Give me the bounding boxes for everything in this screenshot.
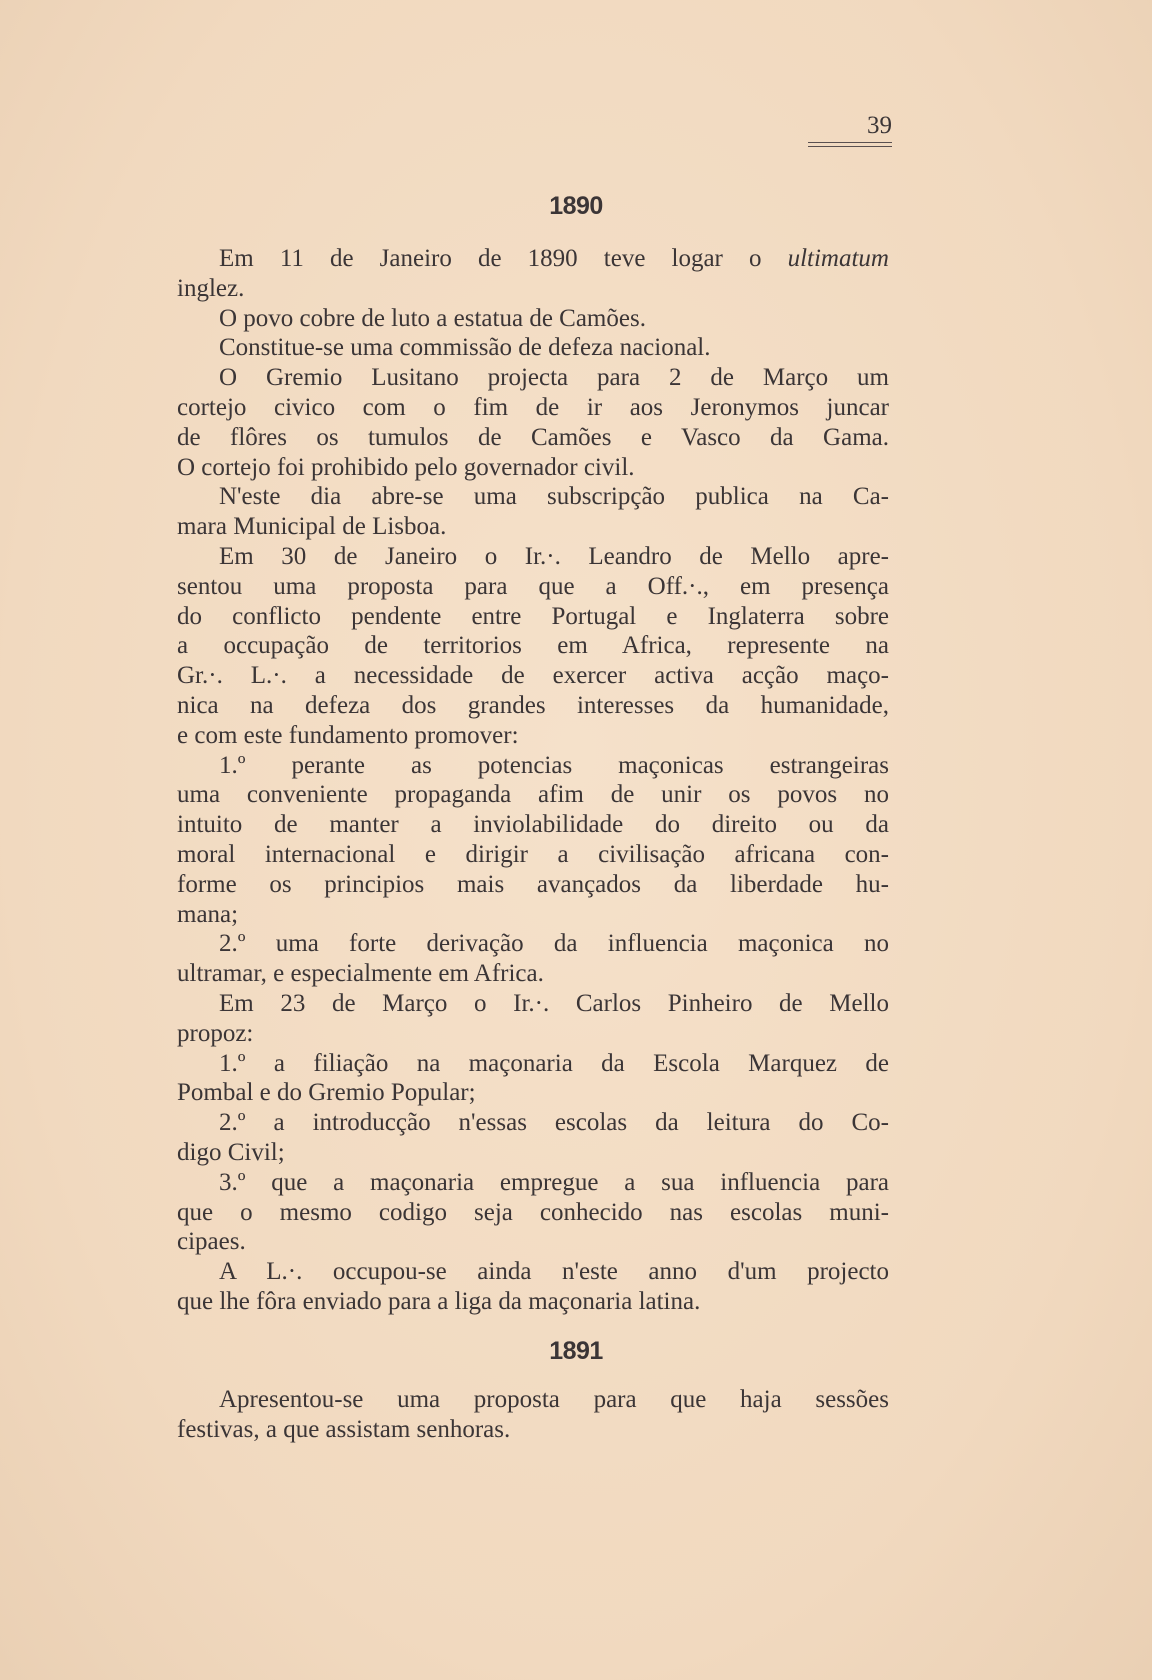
- text-line: [177, 304, 889, 334]
- page-number-rule: [808, 142, 892, 147]
- text-line: [177, 1078, 889, 1108]
- text-line: [177, 1385, 889, 1415]
- text-line: [177, 1049, 889, 1079]
- text-line-content: Apresentou-se uma proposta para que haja sessões: [219, 1386, 889, 1413]
- text-line-content: que o mesmo codigo seja conhecido nas escolas muni-: [177, 1198, 889, 1226]
- text-line: [177, 393, 889, 423]
- text-line-content: 2.º uma forte derivação da influencia maçonica no: [219, 930, 889, 958]
- text-line-content: A L.·. occupou-se ainda n'este anno d'um projecto: [219, 1258, 889, 1286]
- text-line: [177, 1227, 889, 1257]
- text-line-content: a occupação de territorios em Africa, represente na: [177, 632, 889, 660]
- text-line: [177, 959, 889, 989]
- text-line: [177, 989, 889, 1019]
- text-line-content: Em 11 de Janeiro de 1890 teve logar o: [219, 245, 788, 272]
- text-line: [177, 631, 889, 661]
- text-line: [177, 542, 889, 572]
- text-line: [177, 512, 889, 542]
- text-line: [177, 1198, 889, 1228]
- text-line: [177, 929, 889, 959]
- page-number: 39: [867, 112, 892, 139]
- section-heading-1890: 1890: [549, 192, 603, 220]
- text-line: [177, 482, 889, 512]
- text-line-content: Gr.·. L.·. a necessidade de exercer activa acção maço-: [177, 662, 889, 690]
- text-line-content: digo Civil;: [177, 1138, 285, 1166]
- text-line: [177, 1108, 889, 1138]
- text-line-content: mana;: [177, 900, 239, 928]
- text-line-content: O Gremio Lusitano projecta para 2 de Março um: [219, 364, 889, 392]
- text-line-content: Em 30 de Janeiro o Ir.·. Leandro de Mello apre-: [219, 542, 889, 570]
- text-line: [177, 691, 889, 721]
- text-line: [177, 840, 889, 870]
- text-line: [177, 661, 889, 691]
- text-line-content: Em 23 de Março o Ir.·. Carlos Pinheiro de Mello: [219, 989, 889, 1017]
- italic-term: ultimatum: [787, 245, 889, 272]
- text-line-content: mara Municipal de Lisboa.: [177, 513, 447, 541]
- text-line: [177, 244, 889, 274]
- text-line-content: Pombal e do Gremio Popular;: [177, 1079, 476, 1107]
- section-body-1890: [177, 244, 889, 1317]
- text-line: [177, 1138, 889, 1168]
- text-line-content: inglez.: [177, 274, 245, 302]
- text-line-content: e com este fundamento promover:: [177, 721, 519, 749]
- text-line-content: festivas, a que assistam senhoras.: [177, 1415, 511, 1443]
- text-line: [177, 363, 889, 393]
- text-line-content: 1.º perante as potencias maçonicas estrangeiras: [219, 751, 889, 779]
- text-line-content: 3.º que a maçonaria empregue a sua influencia para: [219, 1168, 889, 1196]
- text-line: [177, 274, 889, 304]
- text-line: [177, 810, 889, 840]
- section-body-1891: [177, 1385, 889, 1445]
- text-line-content: que lhe fôra enviado para a liga da maçonaria latina.: [177, 1287, 701, 1315]
- text-line-content: intuito de manter a inviolabilidade do direito ou da: [177, 811, 889, 839]
- text-line: [177, 1257, 889, 1287]
- text-line: [177, 453, 889, 483]
- text-line-content: propoz:: [177, 1019, 254, 1047]
- text-line: [177, 1168, 889, 1198]
- text-line-content: 1.º a filiação na maçonaria da Escola Marquez de: [219, 1049, 889, 1077]
- text-line-content: ultramar, e especialmente em Africa.: [177, 960, 544, 988]
- text-line-content: forme os principios mais avançados da liberdade hu-: [177, 870, 889, 898]
- text-line: [177, 1287, 889, 1317]
- text-line-content: moral internacional e dirigir a civilisação africana con-: [177, 840, 889, 868]
- text-line-content: sentou uma proposta para que a Off.·., em presença: [177, 572, 889, 600]
- text-line: [177, 602, 889, 632]
- text-line: [177, 870, 889, 900]
- text-line-content: cortejo civico com o fim de ir aos Jeronymos juncar: [177, 393, 889, 421]
- text-line-content: N'este dia abre-se uma subscripção publica na Ca-: [219, 483, 889, 511]
- text-line-content: O povo cobre de luto a estatua de Camões.: [219, 304, 646, 332]
- text-line: [177, 333, 889, 363]
- text-line: [177, 900, 889, 930]
- text-line-content: Constitue-se uma commissão de defeza nacional.: [219, 334, 711, 362]
- text-line-content: de flôres os tumulos de Camões e Vasco da Gama.: [177, 423, 889, 451]
- section-heading-1891: 1891: [549, 1337, 603, 1365]
- text-line-content: do conflicto pendente entre Portugal e Inglaterra sobre: [177, 602, 889, 630]
- text-line-content: nica na defeza dos grandes interesses da humanidade,: [177, 691, 889, 719]
- text-line: [177, 572, 889, 602]
- text-line: [177, 1415, 889, 1445]
- text-line-content: uma conveniente propaganda afim de unir os povos no: [177, 781, 889, 809]
- text-line: [177, 1019, 889, 1049]
- text-line: [177, 423, 889, 453]
- text-line-content: O cortejo foi prohibido pelo governador civil.: [177, 453, 635, 481]
- text-line-content: cipaes.: [177, 1228, 246, 1256]
- text-line: [177, 721, 889, 751]
- text-line: [177, 780, 889, 810]
- text-line: [177, 751, 889, 781]
- text-line-content: 2.º a introducção n'essas escolas da leitura do Co-: [219, 1109, 889, 1137]
